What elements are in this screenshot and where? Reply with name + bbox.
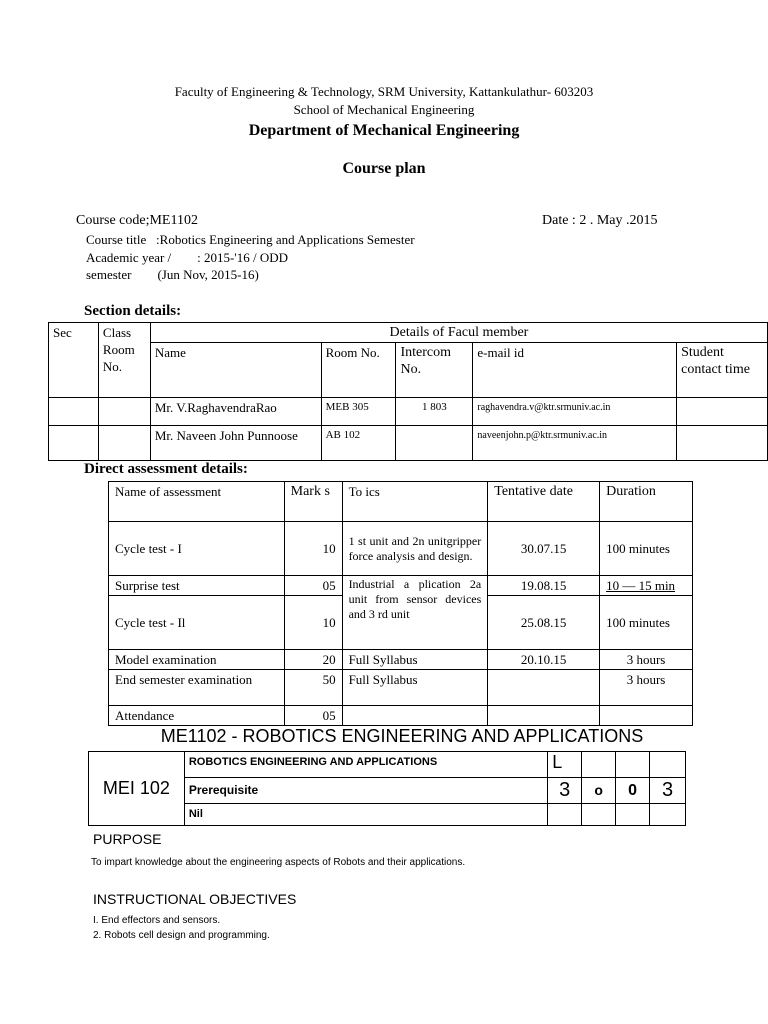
plan-date: Date : 2 . May .2015	[542, 213, 658, 228]
table-row	[109, 576, 693, 596]
course-title: Course title :Robotics Engineering and Applications Semester	[86, 232, 415, 247]
document-title: Course plan	[342, 160, 426, 177]
course-code-box: MEI 102	[89, 752, 185, 826]
room-header: Room No.	[321, 343, 396, 398]
email-header: e-mail id	[473, 343, 677, 398]
ltpc-value: 3	[650, 778, 686, 804]
assessment-duration: 100 minutes	[600, 522, 693, 576]
faculty-room: MEB 305	[321, 398, 396, 426]
faculty-name: Mr. Naveen John Punnoose	[150, 426, 321, 461]
semester: semester (Jun Nov, 2015-16)	[86, 267, 259, 282]
faculty-room: AB 102	[321, 426, 396, 461]
assessment-duration: 10 — 15 min	[600, 576, 693, 596]
assessment-date: 30.07.15	[488, 522, 600, 576]
table-row	[49, 426, 768, 461]
assessment-topics	[342, 706, 488, 726]
faculty-email: raghavendra.v@ktr.srmuniv.ac.in	[473, 398, 677, 426]
academic-year: Academic year / : 2015-'16 / ODD	[86, 250, 288, 265]
prerequisite-value: Nil	[184, 804, 547, 826]
assessment-date: 19.08.15	[488, 576, 600, 596]
table-row	[109, 650, 693, 670]
assessment-topics: Full Syllabus	[342, 650, 488, 670]
course-code: Course code;ME1102	[76, 213, 198, 228]
objective-item: 2. Robots cell design and programming.	[93, 930, 270, 941]
assessment-name-header: Name of assessment	[109, 482, 285, 522]
intercom-header: Intercom No.	[396, 343, 473, 398]
topics-header: To ics	[342, 482, 488, 522]
faculty-intercom: 1 803	[396, 398, 473, 426]
objectives-heading: INSTRUCTIONAL OBJECTIVES	[93, 891, 297, 907]
assessment-marks: 10	[284, 522, 342, 576]
assessment-name: Model examination	[109, 650, 285, 670]
faculty-email: naveenjohn.p@ktr.srmuniv.ac.in	[473, 426, 677, 461]
purpose-text: To impart knowledge about the engineering aspects of Robots and their applications.	[91, 857, 466, 868]
assessment-duration: 3 hours	[600, 670, 693, 706]
assessment-marks: 50	[284, 670, 342, 706]
assessment-name: Cycle test - I	[109, 522, 285, 576]
assessment-marks: 20	[284, 650, 342, 670]
table-row	[109, 706, 693, 726]
course-heading: ME1102 - ROBOTICS ENGINEERING AND APPLICATIONS	[160, 726, 644, 746]
assessment-marks: 10	[284, 596, 342, 650]
marks-header: Mark s	[284, 482, 342, 522]
assessment-topics: 1 st unit and 2n unitgripper force analysis and design.	[342, 522, 488, 576]
assessment-date: 20.10.15	[488, 650, 600, 670]
ltpc-value: 0	[616, 778, 650, 804]
department-title: Department of Mechanical Engineering	[248, 122, 520, 139]
direct-assessment-heading: Direct assessment details:	[84, 461, 248, 477]
assessment-date	[488, 670, 600, 706]
objective-item: I. End effectors and sensors.	[93, 915, 221, 926]
assessment-duration: 100 minutes	[600, 596, 693, 650]
purpose-heading: PURPOSE	[93, 831, 162, 847]
tentative-date-header: Tentative date	[488, 482, 600, 522]
table-row	[109, 670, 693, 706]
ltpc-l-label: L	[548, 752, 582, 778]
ltpc-value: o	[582, 778, 616, 804]
name-header: Name	[150, 343, 321, 398]
faculty-name: Mr. V.RaghavendraRao	[150, 398, 321, 426]
table-row	[49, 398, 768, 426]
direct-assessment-table	[108, 481, 693, 726]
faculty-line: Faculty of Engineering & Technology, SRM University, Kattankulathur- 603203	[174, 84, 594, 99]
school-line: School of Mechanical Engineering	[293, 102, 475, 117]
faculty-details-header: Details of Facul member	[150, 323, 767, 343]
section-details-heading: Section details:	[84, 303, 182, 319]
faculty-intercom	[396, 426, 473, 461]
assessment-date: 25.08.15	[488, 596, 600, 650]
assessment-duration	[600, 706, 693, 726]
sec-header: Sec	[49, 323, 99, 398]
assessment-topics: Full Syllabus	[342, 670, 488, 706]
duration-header: Duration	[600, 482, 693, 522]
assessment-topics: Industrial a plication 2a unit from sensor devices and 3 rd unit	[342, 576, 488, 650]
assessment-duration: 3 hours	[600, 650, 693, 670]
ltpc-value: 3	[548, 778, 582, 804]
assessment-marks: 05	[284, 576, 342, 596]
assessment-name: Attendance	[109, 706, 285, 726]
contact-time-header: Student contact time	[677, 343, 768, 398]
assessment-name: Surprise test	[109, 576, 285, 596]
section-details-table	[48, 322, 768, 461]
table-row	[109, 522, 693, 576]
assessment-name: End semester examination	[109, 670, 285, 706]
course-name-box: ROBOTICS ENGINEERING AND APPLICATIONS	[184, 752, 547, 778]
prerequisite-label: Prerequisite	[184, 778, 547, 804]
course-summary-table	[88, 751, 686, 826]
assessment-name: Cycle test - Il	[109, 596, 285, 650]
class-room-header: Class Room No.	[98, 323, 150, 398]
assessment-marks: 05	[284, 706, 342, 726]
assessment-date	[488, 706, 600, 726]
